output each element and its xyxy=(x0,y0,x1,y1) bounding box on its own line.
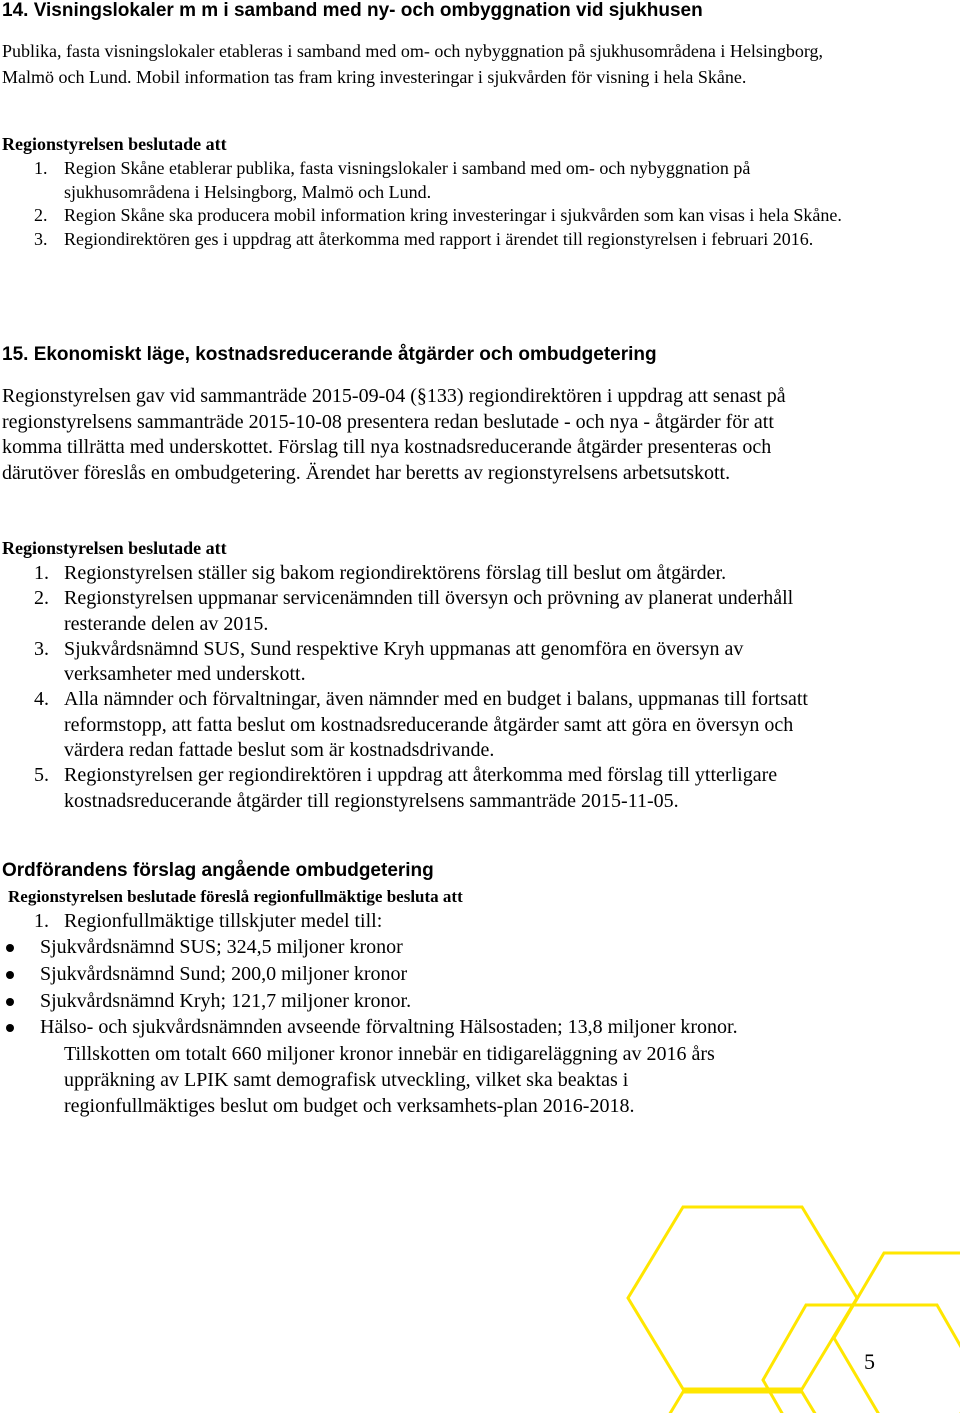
chair-proposal-title: Ordförandens förslag angående ombudgetering xyxy=(2,860,434,881)
chair-proposal-decision-heading: Regionstyrelsen beslutade föreslå regionfullmäktige besluta att xyxy=(8,887,463,906)
list-number: 1. xyxy=(34,562,49,584)
section-15-decision-heading: Regionstyrelsen beslutade att xyxy=(2,538,227,558)
hexagon-upper-right xyxy=(834,1253,960,1413)
list-item-text: Region Skåne ska producera mobil information kring investeringar i sjukvården som kan visas i hela Skåne. xyxy=(64,205,842,225)
list-item-text: Regionfullmäktige tillskjuter medel till: xyxy=(64,910,383,932)
list-item-text: Regionstyrelsen ställer sig bakom regiondirektörens förslag till beslut om åtgärder. xyxy=(64,562,727,584)
list-item-text: Regiondirektören ges i uppdrag att återkomma med rapport i ärendet till regionstyrelsen i februari 2016. xyxy=(64,228,814,249)
bullet-text: Sjukvårdsnämnd Kryh; 121,7 miljoner kronor. xyxy=(40,989,412,1012)
list-item-text: Region Skåne etablerar publika, fasta visningslokaler i samband med om- och nybyggnation på sjukhusområdena i Helsingborg, Malmö och Lund. xyxy=(64,158,751,202)
list-item-text: Alla nämnder och förvaltningar, även nämnder med en budget i balans, uppmanas till fortsatt reformstopp, att fatta beslut om kostnadsreducerande åtgärder samt att göra en översyn och värdera redan fattade beslut som är kostnadsdrivande. xyxy=(64,688,808,762)
section-14-title: 14. Visningslokaler m m i samband med ny- och ombyggnation vid sjukhusen xyxy=(2,0,703,21)
bullet-text: Hälso- och sjukvårdsnämnden avseende förvaltning Hälsostaden; 13,8 miljoner kronor. xyxy=(40,1016,738,1039)
list-number: 4. xyxy=(34,688,49,711)
bullet-text: Sjukvårdsnämnd SUS; 324,5 miljoner kronor xyxy=(40,936,403,958)
hexagon-top xyxy=(628,1207,857,1389)
list-number: 3. xyxy=(34,228,48,249)
list-number: 5. xyxy=(34,764,49,787)
list-number: 1. xyxy=(34,158,48,178)
list-number: 2. xyxy=(34,587,49,610)
page-number: 5 xyxy=(864,1349,875,1374)
hexagon-lower-left xyxy=(628,1392,857,1413)
hexagon-center xyxy=(763,1305,960,1413)
funding-summary: Tillskotten om totalt 660 miljoner kronor innebär en tidigareläggning av 2016 års uppräkning av LPIK samt demografisk utveckling, vilket ska beaktas i regionfullmäktiges beslut om budget och verksamhets-plan 2016-2018. xyxy=(64,1043,715,1118)
list-number: 2. xyxy=(34,205,48,225)
list-item-text: Regionstyrelsen uppmanar servicenämnden till översyn och prövning av planerat underhåll resterande delen av 2015. xyxy=(64,587,794,635)
hexagon-group xyxy=(628,1207,960,1413)
section-14-intro: Publika, fasta visningslokaler etableras i samband med om- och nybyggnation på sjukhusområdena i Helsingborg, Malmö och Lund. Mobil information tas fram kring investeringar i sjukvården för visning i hela Skåne. xyxy=(2,41,824,87)
section-15-title: 15. Ekonomiskt läge, kostnadsreducerande åtgärder och ombudgetering xyxy=(2,344,657,365)
list-item-text: Regionstyrelsen ger regiondirektören i uppdrag att återkomma med förslag till ytterligare kostnadsreducerande åtgärder till regionstyrelsens sammanträde 2015-11-05. xyxy=(64,764,778,812)
list-number: 1. xyxy=(34,910,49,932)
section-15-intro: Regionstyrelsen gav vid sammanträde 2015-09-04 (§133) regiondirektören i uppdrag att senast på regionstyrelsens sammanträde 2015-10-08 presentera redan beslutade - och nya - åtgärder för att komma tillrätta med underskottet. Förslag till nya kostnadsreducerande åtgärder presenteras och därutöver föreslås en ombudgetering. Ärendet har beretts av regionstyrelsens arbetsutskott. xyxy=(2,385,786,484)
list-item-text: Sjukvårdsnämnd SUS, Sund respektive Kryh uppmanas att genomföra en översyn av verksamheter med underskott. xyxy=(64,637,744,686)
bullet-text: Sjukvårdsnämnd Sund; 200,0 miljoner kronor xyxy=(40,962,408,985)
section-14-decision-heading: Regionstyrelsen beslutade att xyxy=(2,134,227,154)
list-number: 3. xyxy=(34,637,49,660)
